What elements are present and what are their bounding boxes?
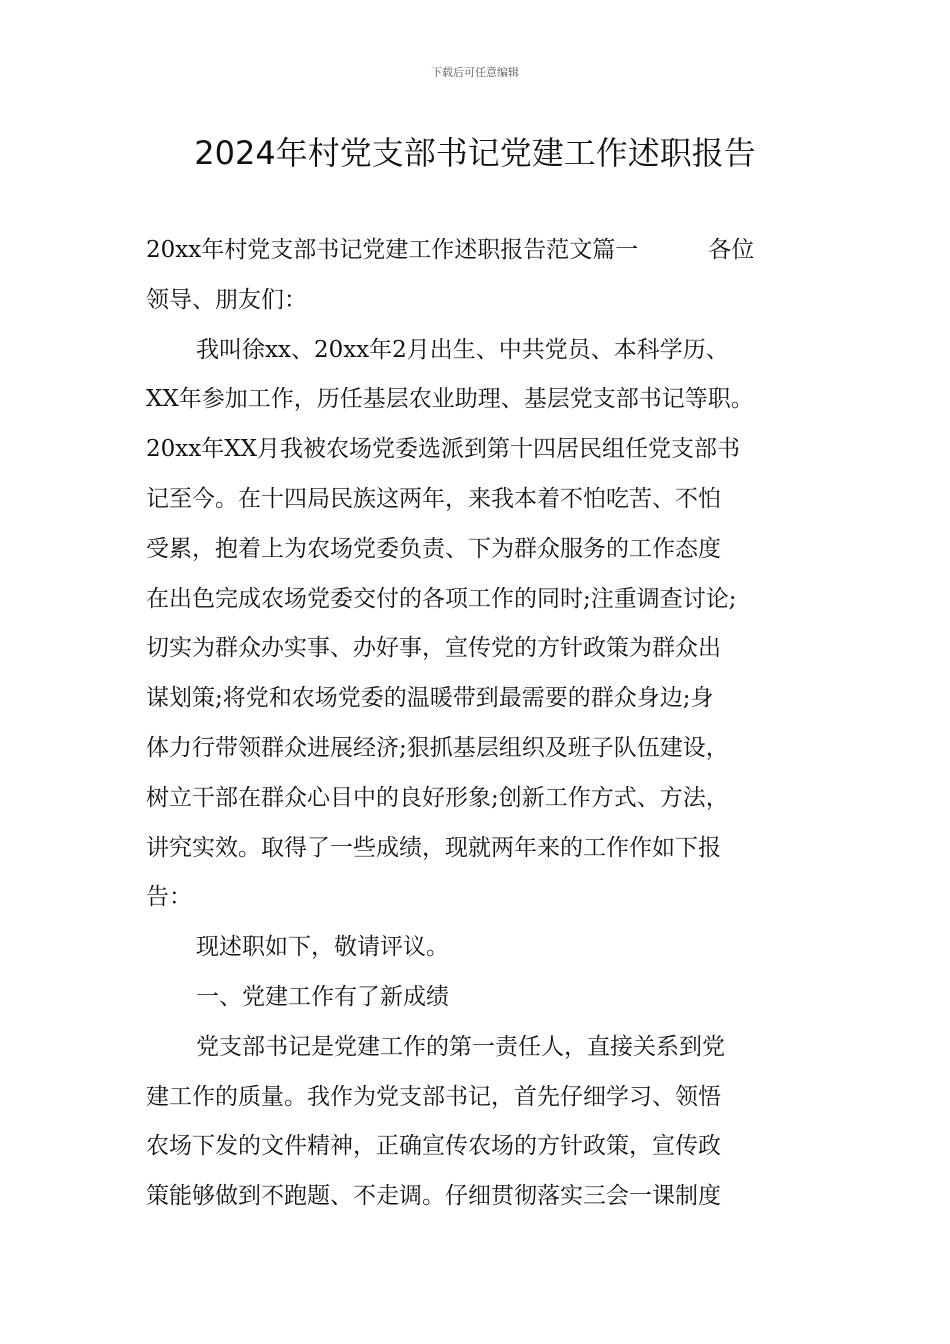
text-line (146, 1172, 811, 1222)
text-line (146, 475, 811, 525)
text-line-content: 讲究实效。取得了一些成绩，现就两年来的工作作如下报 (146, 834, 721, 861)
text-line (146, 525, 811, 575)
text-line (146, 724, 811, 774)
text-line (146, 575, 811, 625)
text-line (146, 923, 811, 973)
header-note: 下载后可任意编辑 (431, 66, 519, 79)
text-line-content: 记至今。在十四局民族这两年，来我本着不怕吃苦、不怕 (146, 485, 721, 512)
text-line (146, 624, 811, 674)
text-line-content: XX年参加工作，历任基层农业助理、基层党支部书记等职。 (146, 386, 754, 413)
text-line-content: 现述职如下，敬请评议。 (196, 934, 449, 961)
text-line (146, 425, 811, 475)
text-line (146, 1073, 811, 1123)
document-body (146, 226, 811, 1222)
text-line-content: 领导、朋友们： (146, 286, 307, 313)
text-line (146, 1122, 811, 1172)
text-line-content: 体力行带领群众进展经济;狠抓基层组织及班子队伍建设， (146, 734, 729, 761)
text-line (146, 1023, 811, 1073)
text-line (146, 774, 811, 824)
text-line-content: 党支部书记是党建工作的第一责任人，直接关系到党 (196, 1033, 725, 1060)
text-line (146, 973, 811, 1023)
text-line (146, 873, 811, 923)
text-line-tail: 各位 (708, 237, 755, 263)
text-line-content: 切实为群众办实事、办好事，宣传党的方针政策为群众出 (146, 635, 721, 662)
text-line-content: 20xx年XX月我被农场党委选派到第十四居民组任党支部书 (146, 436, 740, 463)
text-line (146, 674, 811, 724)
text-line-content: 受累，抱着上为农场党委负责、下为群众服务的工作态度 (146, 535, 721, 562)
text-line-content: 告： (146, 884, 192, 911)
text-line-content: 在出色完成农场党委交付的各项工作的同时;注重调查讨论; (146, 585, 737, 612)
document-title: 2024年村党支部书记党建工作述职报告 (194, 134, 756, 172)
text-line-content: 20xx年村党支部书记党建工作述职报告范文篇一 (146, 237, 639, 263)
text-line-content: 农场下发的文件精神，正确宣传农场的方针政策，宣传政 (146, 1133, 721, 1160)
text-line-content: 谋划策;将党和农场党委的温暖带到最需要的群众身边;身 (146, 685, 714, 712)
text-line-content: 我叫徐xx、20xx年2月出生、中共党员、本科学历、 (196, 336, 729, 363)
text-line-content: 策能够做到不跑题、不走调。仔细贯彻落实三会一课制度 (146, 1183, 721, 1210)
text-line (146, 326, 811, 376)
text-line (146, 276, 811, 326)
text-line-content: 树立干部在群众心目中的良好形象;创新工作方式、方法， (146, 784, 729, 811)
text-line (146, 375, 811, 425)
text-line (146, 226, 811, 276)
text-line-content: 建工作的质量。我作为党支部书记，首先仔细学习、领悟 (146, 1083, 721, 1110)
text-line (146, 824, 811, 874)
text-line-content: 一、党建工作有了新成绩 (196, 983, 449, 1010)
